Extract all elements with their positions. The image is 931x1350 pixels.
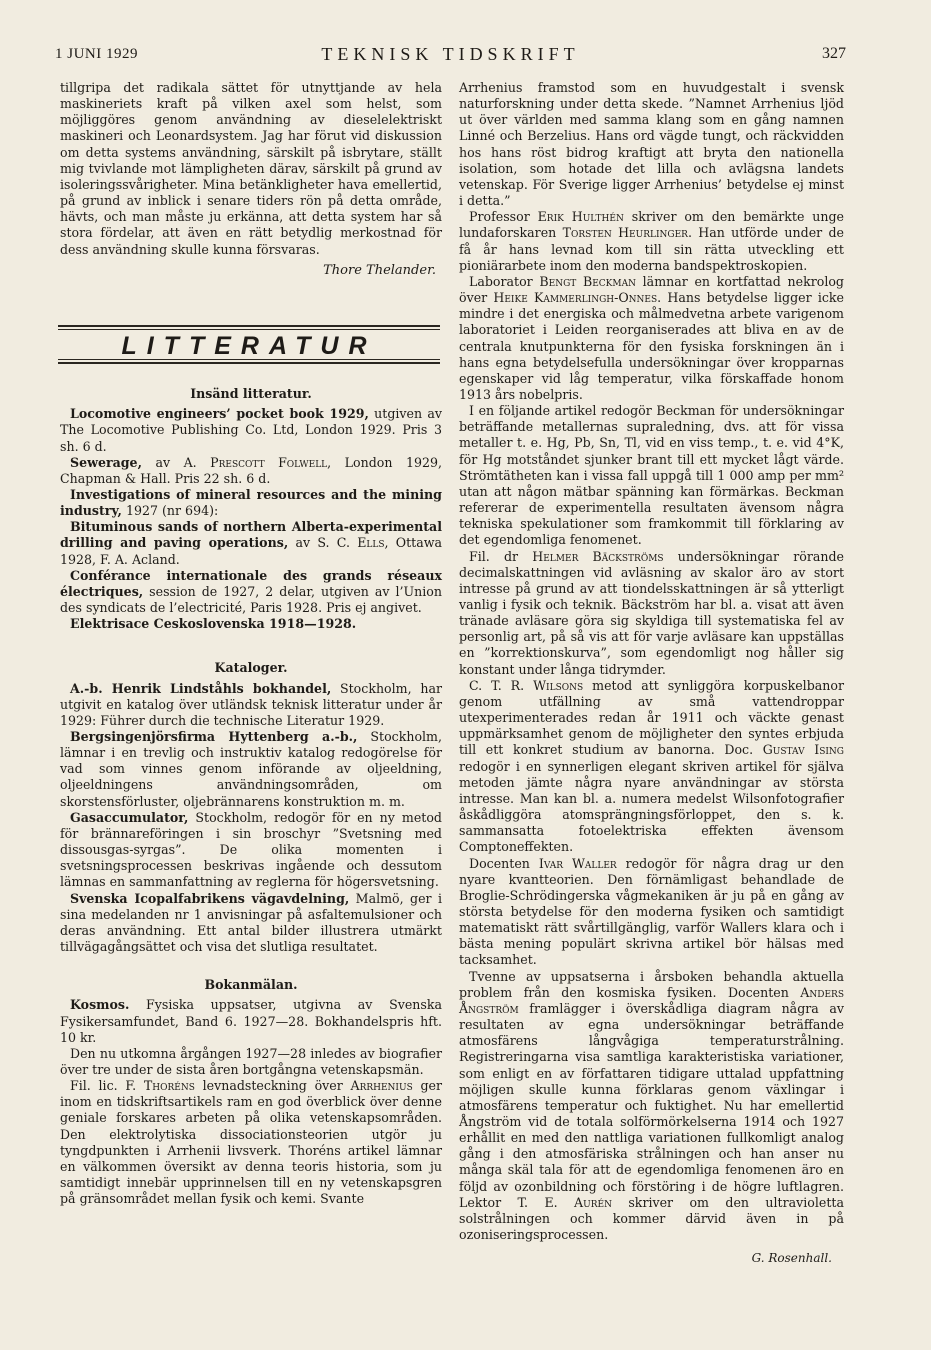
page-header <box>55 42 846 66</box>
review-paragraph: Tvenne av uppsatserna i årsboken behandla aktuella problem från den kosmiska fysiken. Docenten Anders Ångström framlägger i överskådliga diagram några av resultaten av egna undersökningar beträffande atmosfärens långvågiga temperaturstrålning. Registreringarna visa samtliga karakteristiska variationer, som enligt en av författaren tidigare uttalad uppfattning möjligen skulle kunna förklaras genom växlingar i atmosfärens temperatur och fuktighet. Nu har emellertid Ångström vid de totala solförmörkelserna 1914 och 1927 erhållit en med den nattliga variationen fullkomligt analog gång i den atmosfäriska strålningen och han anser nu många skäl tala för att de egendomliga fenomenen äro en följd av ozonbildning och förstöring i de högre luftlagren. Lektor T. E. Aurén skriver om den ultravioletta solstrålningen och kommer därvid även in på ozoniseringsprocessen. <box>459 968 844 1243</box>
list-item: Bergsingenjörsfirma Hyttenberg a.-b., Stockholm, lämnar i en trevlig och instruktiv katalog redogörelse för vad som vinnes genom införande av oljeeldning, oljeeldningens användningsområden, om skorstensförluster, oljebrännarens konstruktion m. m. <box>60 729 442 809</box>
review-paragraph: Den nu utkomna årgången 1927—28 inledes av biografier över tre under de sista åren bortgångna vetenskapsmän. <box>60 1045 442 1077</box>
page-number: 327 <box>822 45 846 62</box>
article-signature: Thore Thelander. <box>323 262 436 278</box>
review-paragraph: Fil. dr Helmer Bäckströms undersökningar rörande decimalskattningen vid avläsning av skalor äro av stort intresse på grund av att tiondelsskattningen är så ytterligt vanlig i fysik och teknik. Bäckström har bl. a. visat att även tränade avläsare göra sig skyldiga till systematiska fel av personlig art, på så vis att för varje avläsare kan uppställas en ”korrektionskurva”, som egendomligt nog håller sig konstant under långa tidrymder. <box>459 548 844 677</box>
list-item: Conférance internationale des grands réseaux électriques, session de 1927, 2 delar, utgiven av l’Union des syndicats de l’electricité, Paris 1928. Pris ej angivet. <box>60 567 442 616</box>
subsection-heading: Insänd litteratur. <box>190 386 312 402</box>
banner-rule-top-thin <box>58 329 440 330</box>
right-column <box>459 80 844 1266</box>
list-item: Investigations of mineral resources and the mining industry, 1927 (nr 694): <box>60 486 442 519</box>
review-paragraph: Professor Erik Hulthén skriver om den bemärkte unge lundaforskaren Torsten Heurlinger. Han utförde under de få år hans levnad kom till sin rätta utveckling ett pioniärarbete inom den moderna bandspektroskopien. <box>459 209 845 273</box>
review-paragraph: C. T. R. Wilsons metod att synliggöra korpuskelbanor genom utfällning av små vattendroppar utexperimenterades redan år 1911 och väckte genast uppmärksamhet genom de möjligheter den syntes erbjuda till ett konkret studium av banorna. Doc. Gustav Ising redogör i en synnerligen elegant skriven artikel för själva metoden jämte några nyare användningar av största intresse. Man kan bl. a. numera medelst Wilsonfotografier åskådliggöra atomsprängningsförloppet, den s. k. sammansatta fotoelektriska effekten ävensom Comptoneffekten. <box>459 677 844 855</box>
list-item: A.-b. Henrik Lindståhls bokhandel, Stockholm, har utgivit en katalog över utländsk teknisk litteratur under år 1929: Führer durch die technische Literatur 1929. <box>60 680 442 728</box>
review-signature: G. Rosenhall. <box>751 1251 832 1266</box>
section-title: LITTERATUR <box>121 331 377 360</box>
list-item: Sewerage, av A. Prescott Folwell, London 1929, Chapman & Hall. Pris 22 sh. 6 d. <box>60 454 442 486</box>
list-item: Kosmos. Fysiska uppsatser, utgivna av Svenska Fysikersamfundet, Band 6. 1927—28. Bokhandelspris hft. 10 kr. <box>60 997 442 1045</box>
banner-rule-top <box>58 325 440 327</box>
review-paragraph: I en följande artikel redogör Beckman för undersökningar beträffande metallernas supraledning, dvs. att för vissa metaller t. e. Hg, Pb, Sn, Tl, vid en viss temp., t. e. vid 4°K, för Hg motståndet sjunker brant till ett mycket lågt värde. Strömtätheten kan i vissa fall uppgå till 1 000 amp per mm² utan att någon mätbar spänning kan förmärkas. Beckman refererar de experimentella resultaten ävensom några tekniska spekulationer som framkommit till förklaring av det egendomliga fenomenet. <box>459 403 844 548</box>
article-ending-paragraph: tillgripa det radikala sättet för utnyttjande av hela maskineriets kraft på vilken axel som helst, som möjliggöres genom användning av dieselelektriskt maskineri och Leonardsystem. Jag har förut vid diskussion om detta systems användning, särskilt på isbrytare, ställt mig tvivlande mot lämpligheten därav, särskilt på grund av isoleringssvårigheter. Mina betänkligheter hava emellertid, på grund av inblick i senare tiders rön på detta område, hävts, och man måste ju erkänna, att detta system har så stora fördelar, att även en rätt betydlig merkostnad för dess användning skulle kunna försvaras. <box>60 80 442 257</box>
left-column <box>60 80 442 1207</box>
review-paragraph: Docenten Ivar Waller redogör för några drag ur den nyare kvantteorien. Den förnämligast behandlade de Broglie-Schrödingerska vågmekaniken är ju på en gång av största betydelse för den moderna fysiken och samtidigt matematiskt rätt svårtillgänglig, varför Wallers klara och i bästa mening populärt skrivna artikel bör hälsas med tacksamhet. <box>459 855 844 968</box>
subsection-heading: Bokanmälan. <box>204 977 298 993</box>
list-item: Svenska Icopalfabrikens vägavdelning, Malmö, ger i sina medelanden nr 1 anvisningar på asfaltemulsioner och deras användning. Ett antal bilder illustrera utmärkt tillvägagångsättet och visa det slutliga resultatet. <box>60 890 443 955</box>
banner-rule-bottom <box>58 362 440 364</box>
list-item: Elektrisace Ceskoslovenska 1918—1928. <box>70 616 357 632</box>
review-paragraph: Arrhenius framstod som en huvudgestalt i svensk naturforskning under detta skede. ”Namnet Arrhenius ljöd ut över världen med samma klang som en gång namnen Linné och Berzelius. Hans ord vägde tungt, och räckvidden hos hans röst bidrog kraftigt att bryta den nationella isolation, som hotade det lilla och avlägsna landets vetenskap. För Sverige ligger Arrhenius’ betydelse ej minst i detta.” <box>459 80 844 209</box>
journal-title: TEKNISK TIDSKRIFT <box>321 44 580 64</box>
litteratur-banner <box>58 325 440 364</box>
review-paragraph: Fil. lic. F. Thoréns levnadsteckning över Arrhenius ger inom en tidskriftsartikels ram en god överblick över denne geniale forskares arbeten på olika vetenskapsområden. Den elektrolytiska dissociationsteorien utgör ju tyngdpunkten i Arrhenii livsverk. Thoréns artikel lämnar en välkommen översikt av denna teoris historia, som ju samtidigt innebär upprinnelsen till en ny vetenskapsgren på gränsområdet mellan fysik och kemi. Svante <box>60 1078 442 1207</box>
list-item: Gasaccumulator, Stockholm, redogör för en ny metod för brännareföringen i sin broschyr ”Svetsning med dissousgas-syrgas”. De olika momenten i svetsningsprocessen beskrivas ingående och dessutom lämnas en sammanfattning av reglerna för högersvetsning. <box>60 809 442 890</box>
list-item: Bituminous sands of northern Alberta-experimental drilling and paving operations, av S. C. Ells, Ottawa 1928, F. A. Acland. <box>60 519 442 567</box>
issue-date: 1 JUNI 1929 <box>55 46 138 62</box>
review-paragraph: Laborator Bengt Beckman lämnar en kortfattad nekrolog över Heike Kammerlingh-Onnes. Hans betydelse ligger icke mindre i det energiska och målmedvetna arbete varigenom laboratoriet i Leiden reorganiserades att bliva en av de centrala knutpunkterna för den fysiska forskningen än i hans egna betydelsefulla undersökningar över kropparnas egenskaper vid låg temperatur, vilka förskaffade honom 1913 års nobelpris. <box>459 273 844 402</box>
list-item: Locomotive engineers’ pocket book 1929, utgiven av The Locomotive Publishing Co. Ltd, London 1929. Pris 3 sh. 6 d. <box>60 406 442 454</box>
subsection-heading: Kataloger. <box>214 660 288 676</box>
